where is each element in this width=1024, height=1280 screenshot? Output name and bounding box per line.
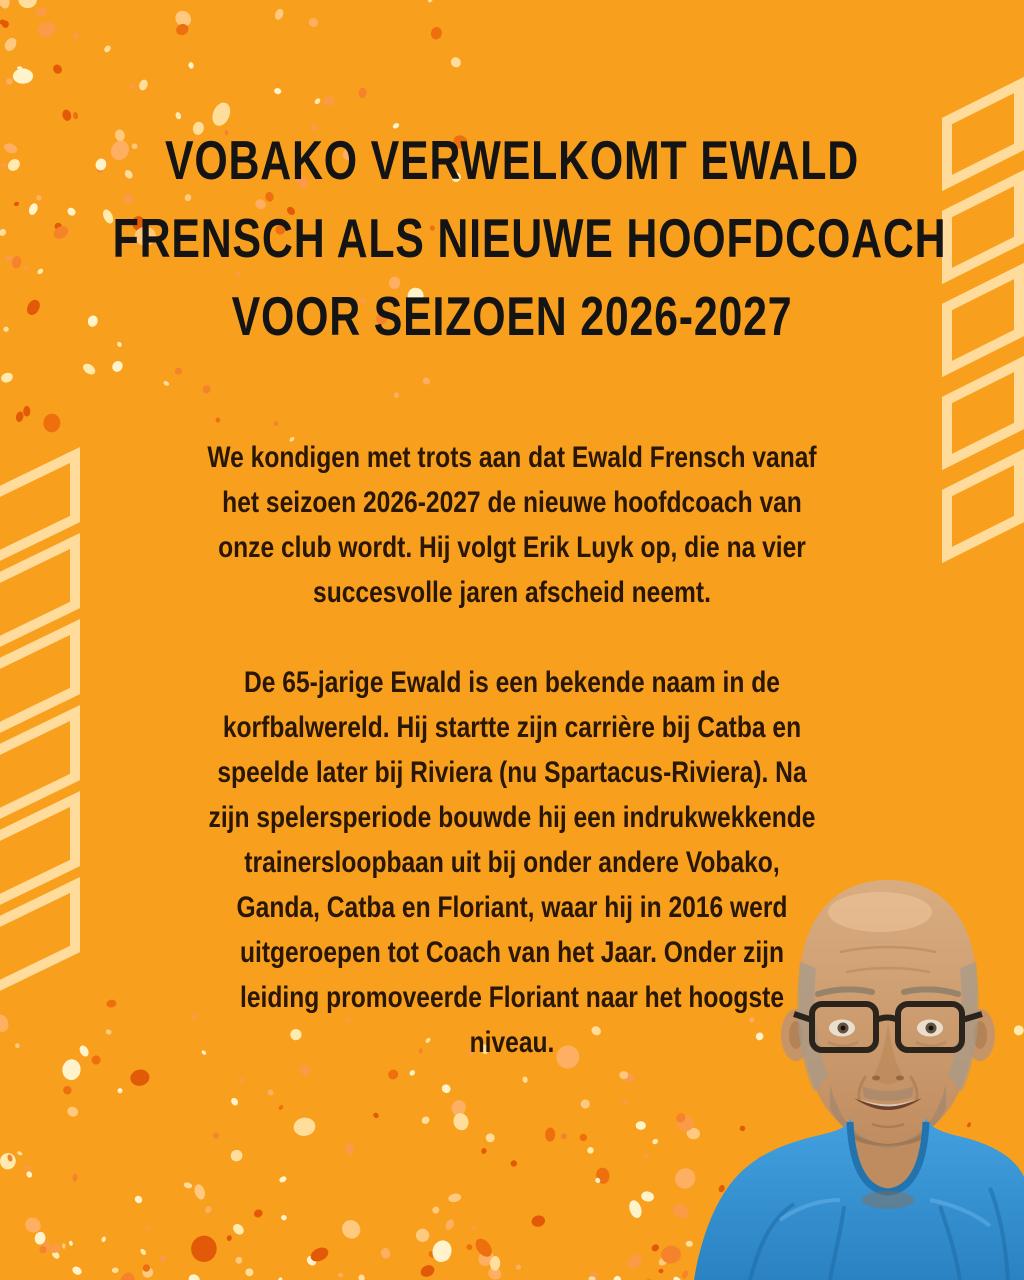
text-line: het seizoen 2026-2027 de nieuwe hoofdcoach van bbox=[222, 486, 802, 519]
title-line: FRENSCH ALS NIEUWE HOOFDCOACH bbox=[112, 207, 947, 269]
text-line: zijn spelersperiode bouwde hij een indrukwekkende bbox=[208, 801, 816, 834]
text-line: speelde later bij Riviera (nu Spartacus-Riviera). Na bbox=[217, 756, 807, 789]
coach-head bbox=[781, 880, 995, 1148]
coach-photo bbox=[690, 870, 1024, 1280]
text-line: We kondigen met trots aan dat Ewald Frensch vanaf bbox=[207, 441, 817, 474]
title-line: VOOR SEIZOEN 2026-2027 bbox=[231, 285, 793, 347]
title-line: VOBAKO VERWELKOMT EWALD bbox=[164, 129, 860, 191]
text-line: trainersloopbaan uit bij onder andere Vobako, bbox=[244, 846, 780, 879]
text-line: De 65-jarige Ewald is een bekende naam in de bbox=[244, 666, 780, 699]
text-line: niveau. bbox=[469, 1026, 555, 1059]
text-line: leiding promoveerde Floriant naar het hoogste bbox=[239, 981, 785, 1014]
text-line: Ganda, Catba en Floriant, waar hij in 2016 werd bbox=[236, 891, 788, 924]
text-line: korfbalwereld. Hij startte zijn carrière bij Catba en bbox=[222, 711, 802, 744]
text-line: succesvolle jaren afscheid neemt. bbox=[313, 576, 711, 609]
intro-paragraph bbox=[0, 435, 1024, 615]
text-line: uitgeroepen tot Coach van het Jaar. Onder zijn bbox=[239, 936, 785, 969]
text-line: onze club wordt. Hij volgt Erik Luyk op, die na vier bbox=[218, 531, 806, 564]
poster-title bbox=[0, 121, 1024, 355]
